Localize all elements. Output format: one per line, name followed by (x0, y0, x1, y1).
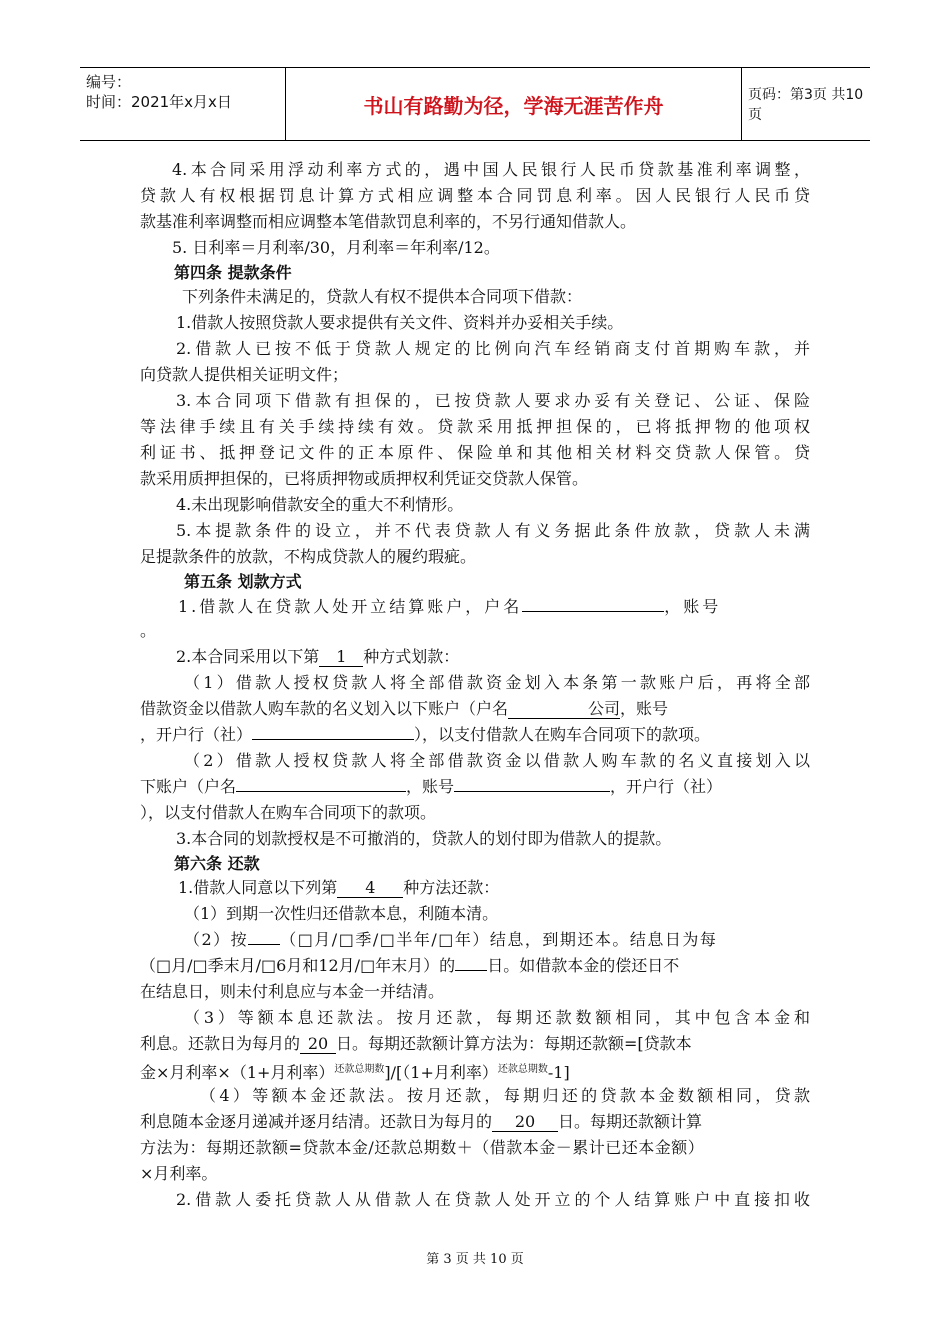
section-heading: 第六条 还款 (174, 854, 260, 873)
page-header (80, 67, 870, 141)
line-text: 借款资金以借款人购车款的名义划入以下账户（户名 (140, 699, 509, 718)
paragraph-line (140, 1033, 810, 1055)
account-name-blank: 公司 (508, 700, 620, 719)
paragraph-line: 下列条件未满足的，贷款人有权不提供本合同项下借款： (182, 287, 583, 306)
paragraph-line: 5.本提款条件的设立，并不代表贷款人有义务据此条件放款，贷款人未满 (176, 521, 810, 540)
line-text: ，开户行（社） (610, 777, 723, 796)
account-name-blank (522, 611, 664, 612)
paragraph-line (140, 929, 854, 951)
interest-day-blank (455, 970, 487, 971)
account-name-blank (236, 791, 406, 792)
paragraph-line: 向贷款人提供相关证明文件； (140, 365, 349, 384)
line-text: 日。每期还款额计算方法为：每期还款额=[贷款本 (336, 1034, 692, 1053)
line-text: ，账号 (664, 597, 722, 616)
paragraph-line (140, 646, 846, 668)
line-text: （□月/□季/□半年/□年）结息，到期还本。结息日为每 (280, 930, 718, 949)
paragraph-line: 3.本合同的划款授权是不可撤消的，贷款人的划付即为借款人的提款。 (176, 829, 672, 848)
repayment-day-blank: 20 (300, 1035, 336, 1054)
line-text: 日。每期还款额计算 (558, 1112, 703, 1131)
paragraph-line (140, 955, 810, 977)
paragraph-line: 2.借款人已按不低于贷款人规定的比例向汽车经销商支付首期购车款，并 (176, 339, 810, 358)
paragraph-line: 款采用质押担保的，已将质押物或质押权利凭证交贷款人保管。 (140, 469, 589, 488)
paragraph-line (140, 1059, 810, 1084)
paragraph-line: ×月利率。 (140, 1164, 218, 1183)
section-heading: 第四条 提款条件 (174, 263, 292, 282)
paragraph-line: 贷款人有权根据罚息计算方式相应调整本合同罚息利率。因人民银行人民币贷 (140, 186, 810, 205)
paragraph-line: 在结息日，则未付利息应与本金一并结清。 (140, 982, 445, 1001)
paragraph-line: （2）借款人授权贷款人将全部借款资金以借款人购车款的名义直接划入以 (184, 751, 810, 770)
paragraph-line: 等法律手续且有关手续持续有效。贷款采用抵押担保的，已将抵押物的他项权 (140, 417, 810, 436)
header-page-label: 页码：第3页 共10页 (748, 87, 864, 123)
line-text: （□月/□季末月/□6月和12月/□年末月）的 (140, 956, 456, 975)
line-text: 种方式划款： (363, 647, 460, 666)
line-text: ，账号 (406, 777, 455, 796)
header-motto: 书山有路勤为径，学海无涯苦作舟 (285, 68, 742, 140)
line-text: 利息随本金逐月递减并逐月结清。还款日为每月的 (140, 1112, 493, 1131)
line-text: ），以支付借款人在购车合同项下的款项。 (414, 725, 711, 744)
paragraph-line: （1）借款人授权贷款人将全部借款资金划入本条第一款账户后，再将全部 (184, 673, 810, 692)
method-number-blank: 4 (337, 879, 403, 898)
paragraph-line: 。 (140, 621, 157, 640)
line-text: 利息。还款日为每月的 (140, 1034, 301, 1053)
line-text: ]/[（1+月利率） (384, 1063, 498, 1082)
paragraph-line: 1.借款人按照贷款人要求提供有关文件、资料并办妥相关手续。 (176, 313, 624, 332)
section-heading: 第五条 划款方式 (184, 572, 302, 591)
line-text: 金×月利率×（1+月利率） (140, 1063, 335, 1082)
repayment-day-blank: 20 (492, 1113, 558, 1132)
line-text: 种方法还款： (403, 878, 500, 897)
paragraph-line: （4）等额本金还款法。按月还款，每期归还的贷款本金数额相同，贷款 (200, 1086, 810, 1105)
paragraph-line: （1）到期一次性归还借款本息，利随本清。 (184, 904, 499, 923)
paragraph-line (140, 698, 810, 720)
bank-blank (252, 739, 414, 740)
line-text: ，账号 (620, 699, 669, 718)
line-text: 下账户（户名 (140, 777, 237, 796)
number-label: 编号： (86, 73, 132, 91)
interest-period-blank (248, 944, 280, 945)
line-text: ，开户行（社） (140, 725, 253, 744)
line-text: 2.本合同采用以下第 (176, 647, 320, 666)
paragraph-line (140, 596, 848, 618)
paragraph-line: 4.未出现影响借款安全的重大不利情形。 (176, 495, 464, 514)
paragraph-line: 足提款条件的放款，不构成贷款人的履约瑕疵。 (140, 547, 477, 566)
paragraph-line: 款基准利率调整而相应调整本笔借款罚息利率的，不另行通知借款人。 (140, 212, 637, 231)
time-label: 时间：2021年x月x日 (86, 93, 232, 111)
line-text: 1.借款人同意以下列第 (178, 878, 338, 897)
paragraph-line: 方法为：每期还款额=贷款本金/还款总期数＋（借款本金－累计已还本金额） (140, 1138, 705, 1157)
account-number-blank (454, 791, 610, 792)
line-text: （2）按 (184, 930, 249, 949)
paragraph-line (140, 776, 810, 798)
paragraph-line (140, 724, 810, 746)
superscript: 还款总期数 (334, 1064, 385, 1075)
page-footer: 第 3 页 共 10 页 (426, 1252, 524, 1267)
line-text: 日。如借款本金的偿还日不 (487, 956, 680, 975)
paragraph-line (140, 1111, 810, 1133)
paragraph-line: （3）等额本息还款法。按月还款，每期还款数额相同，其中包含本金和 (184, 1008, 810, 1027)
header-meta (80, 68, 285, 140)
paragraph-line: 利证书、抵押登记文件的正本原件、保险单和其他相关材料交贷款人保管。贷 (140, 443, 810, 462)
paragraph-line: 3.本合同项下借款有担保的，已按贷款人要求办妥有关登记、公证、保险 (176, 391, 810, 410)
paragraph-line: 2.借款人委托贷款人从借款人在贷款人处开立的个人结算账户中直接扣收 (176, 1190, 810, 1209)
paragraph-line (140, 877, 848, 899)
paragraph-line: ），以支付借款人在购车合同项下的款项。 (140, 803, 437, 822)
method-number-blank: 1 (319, 648, 363, 667)
line-text: 1.借款人在贷款人处开立结算账户，户名 (178, 597, 523, 616)
paragraph-line: 5. 日利率＝月利率/30，月利率＝年利率/12。 (172, 238, 500, 257)
line-text: -1] (547, 1063, 570, 1082)
paragraph-line: 4.本合同采用浮动利率方式的，遇中国人民银行人民币贷款基准利率调整， (172, 160, 810, 179)
superscript: 还款总期数 (497, 1064, 548, 1075)
